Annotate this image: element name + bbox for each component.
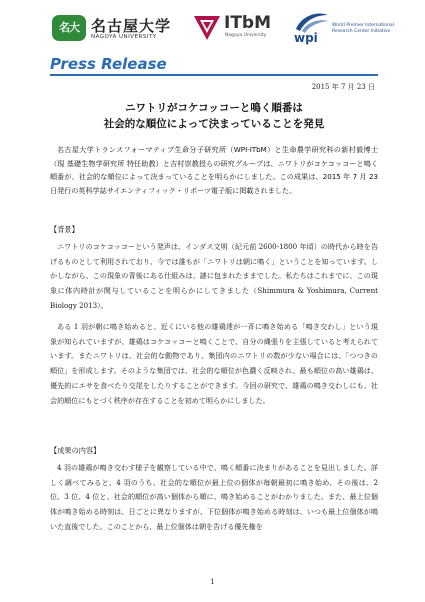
- press-release-title: Press Release: [50, 55, 167, 73]
- release-date: 2015 年 7 月 23 日: [311, 83, 375, 91]
- page-number: 1: [210, 578, 215, 586]
- itbm-sub: Nagoya University: [225, 33, 267, 38]
- nagoya-university-logo: [52, 14, 172, 44]
- background-paragraph-2: ある 1 羽が朝に鳴き始めると、近くにいる他の雄鶏達が一斉に鳴き始める「鳴き交わし」という現象が知られていますが、雄鶏はコケコッコーと鳴くことで、自分の縄張りを主張していると考えられています。またニワトリは、社会的な動物であり、集団内のニワトリの数が少ない場合には、「つつきの順位」を形成します。そのような集団では、社会的な順位が色濃く反映され、最も順位の高い雄鶏は、優先的にエサを食べたり交尾をしたりすることができます。今回の研究で、雄鶏の鳴き交わしにも、社会的順位にもとづく秩序が存在することを初めて明らかにしました。: [50, 322, 378, 405]
- headline-line-2: 社会的な順位によって決まっていることを発見: [103, 118, 325, 130]
- lead-paragraph: 名古屋大学トランスフォーマティブ生命分子研究所（WPI-ITbM）と生命農学研究科の新村毅博士（現 基礎生物学研究所 特任助教）と吉村崇教授らの研究グループは、ニワトリがコケコッコーと鳴く順番が、社会的な順位によって決まっていることを明らかにしました。この成果は、2015 年 7 月 23 日発行の英科学誌サイエンティフィック・リポーツ電子版に掲載されました。: [50, 145, 378, 195]
- nagoya-name-en: NAGOYA UNIVERSITY: [91, 34, 157, 40]
- background-heading: 【背景】: [50, 225, 79, 234]
- itbm-name: ITbM: [224, 13, 272, 33]
- wpi-sub: [332, 23, 394, 34]
- wpi-name: wpi: [294, 31, 318, 45]
- wpi-logo: [292, 9, 410, 47]
- itbm-logo: [190, 10, 286, 46]
- nagoya-name-jp: 名古屋大学: [91, 17, 172, 35]
- wpi-sub-line-1: World Premier International: [332, 23, 394, 28]
- nagoya-mark-icon: 名大: [52, 15, 86, 41]
- headline-line-1: ニワトリがコケコッコーと鳴く順番は: [125, 102, 303, 114]
- itbm-mark-icon: [192, 12, 222, 42]
- background-paragraph-1: ニワトリのコケコッコーという発声は、インダス文明（紀元前 2600-1800 年頃）の時代から時を告げるものとして利用されており、今では誰もが「ニワトリは朝に鳴く」ということを知っています。しかしながら、この現象の背後にある仕組みは、謎に包まれたままでした。私たちはこれまでに、この現象に体内時計が関与していることを明らかにしてきました（Shimmura & Yoshimura, Current Biology 2013）。: [50, 242, 378, 310]
- wpi-sub-line-2: Research Center Initiative: [332, 28, 391, 34]
- results-paragraph-1: 4 羽の雄鶏が鳴き交わす様子を観察している中で、鳴く順番に決まりがあることを見出しました。詳しく調べてみると、4 羽のうち、社会的な順位が最上位の個体が毎朝最初に鳴き始め、その後は、2 位、3 位、4 位と、社会的順位が高い個体から順に、鳴き始めることがわかりました。また、最上位個体が鳴き始める時刻は、日ごとに異なりますが、下位個体が鳴き始める時刻は、いつも最上位個体が鳴いた直後でした。このことから、最上位個体は朝を告げる優先権を: [50, 463, 378, 531]
- press-release-rule: [50, 74, 378, 76]
- results-heading: 【成果の内容】: [50, 446, 101, 455]
- headline: [50, 100, 378, 132]
